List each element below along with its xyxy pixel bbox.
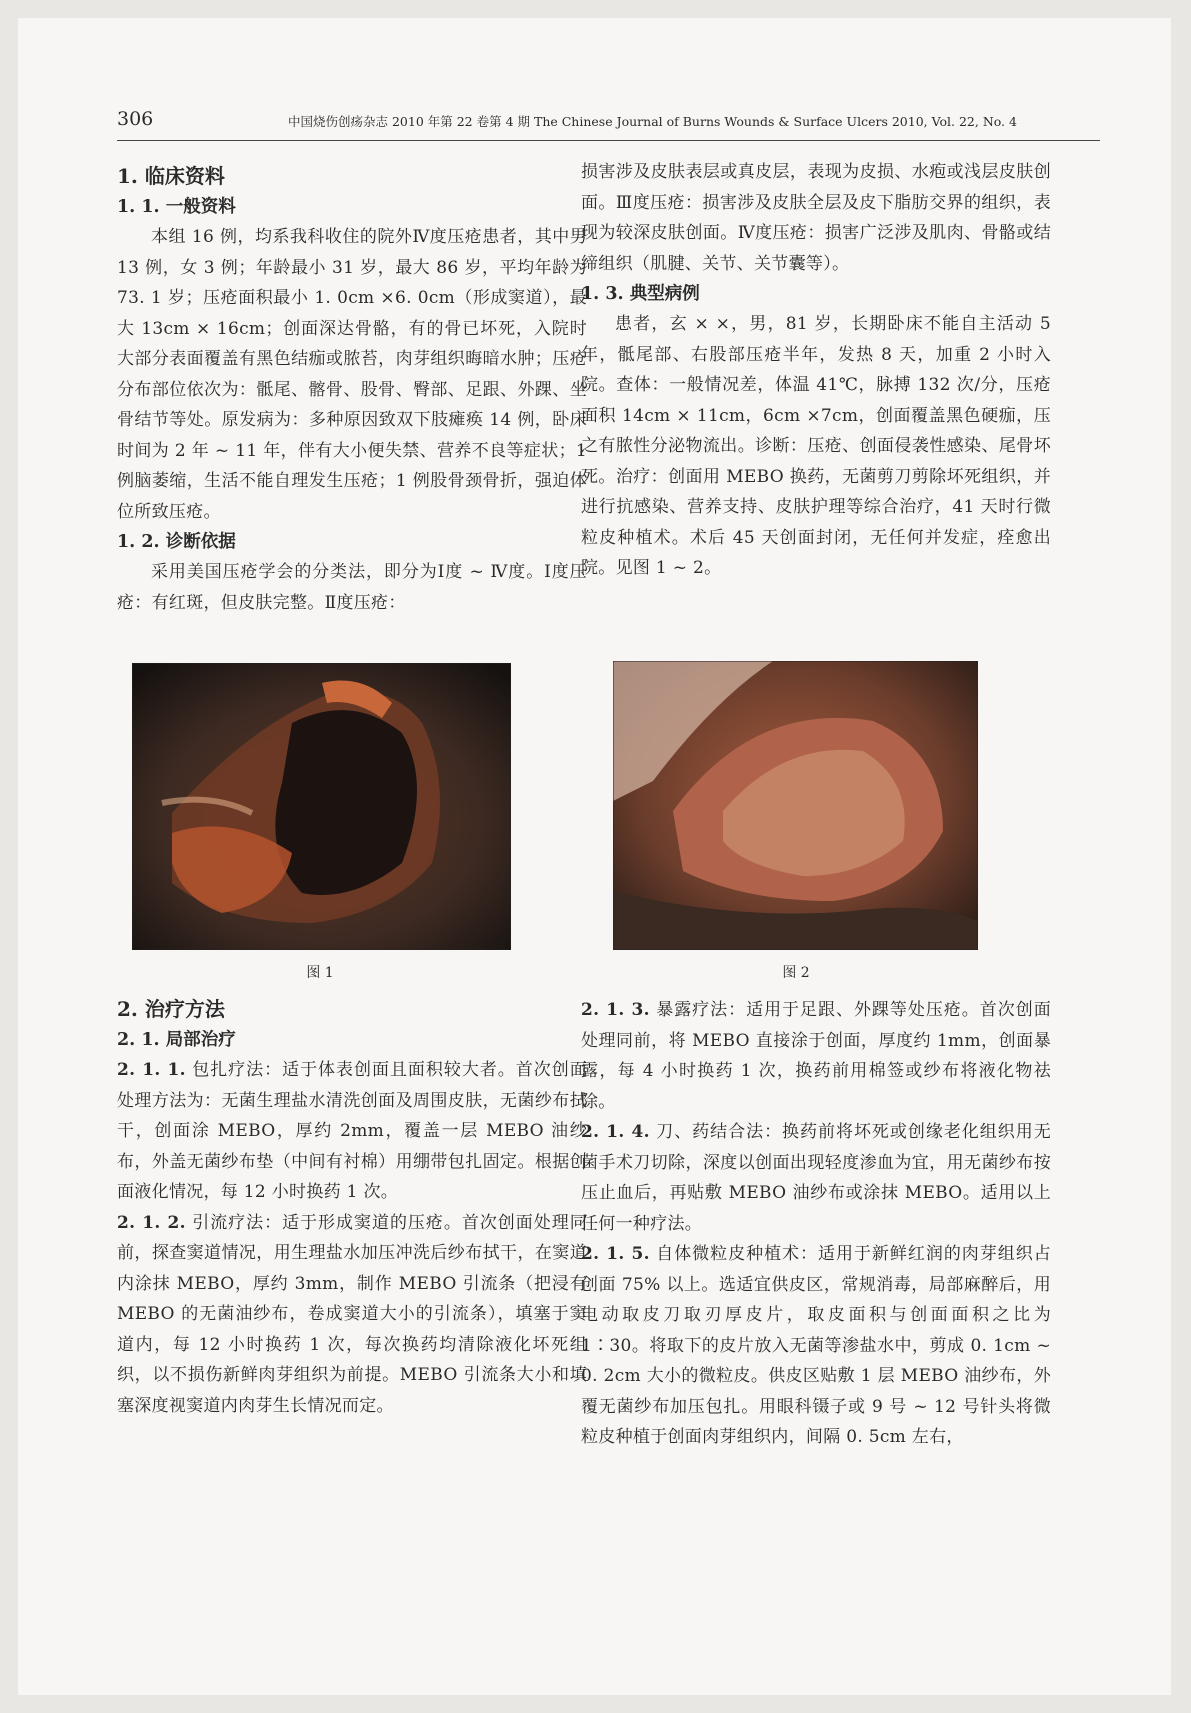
header-rule: [117, 140, 1100, 141]
right-column-bottom: [581, 995, 1051, 1453]
paragraph-2-1-1-body: 包扎疗法：适于体表创面且面积较大者。首次创面处理方法为：无菌生理盐水清洗创面及周围皮肤，无菌纱布拭干，创面涂 MEBO，厚约 2mm，覆盖一层 MEBO 油纱布，外盖无菌纱布垫（中间有衬棉）用绷带包扎固定。根据创面液化情况，每 12 小时换药 1 次。: [117, 1060, 587, 1202]
section-1-title: 1. 临床资料: [117, 164, 225, 188]
section-1-3-title: 1. 3. 典型病例: [581, 284, 700, 304]
wound-photo-before: [132, 663, 511, 950]
section-1-2-continued: 损害涉及皮肤表层或真皮层，表现为皮损、水疱或浅层皮肤创面。Ⅲ度压疮：损害涉及皮肤全层及皮下脂肪交界的组织，表现为较深皮肤创面。Ⅳ度压疮：损害广泛涉及肌肉、骨骼或结缔组织（肌腱、关节、关节囊等）。: [581, 162, 1051, 274]
figure-1-photo: [132, 663, 511, 950]
paragraph-2-1-2-label: 2. 1. 2.: [117, 1212, 186, 1233]
right-column-top: [581, 157, 1051, 584]
wound-photo-after: [613, 661, 978, 950]
paragraph-2-1-3: [581, 995, 1051, 1117]
section-1-2-title: 1. 2. 诊断依据: [117, 532, 236, 552]
page-header: [0, 108, 1191, 138]
section-1-2-body: 采用美国压疮学会的分类法，即分为Ⅰ度 ~ Ⅳ度。Ⅰ度压疮：有红斑，但皮肤完整。Ⅱ度压疮：: [117, 562, 587, 613]
paragraph-2-1-5-body: 自体微粒皮种植术：适用于新鲜红润的肉芽组织占创面 75% 以上。选适宜供皮区，常规消毒，局部麻醉后，用电动取皮刀取刃厚皮片，取皮面积与创面面积之比为 1∶30。将取下的皮片放入无菌等渗盐水中，剪成 0. 1cm ~ 0. 2cm 大小的微粒皮。供皮区贴敷 1 层 MEBO 油纱布，外覆无菌纱布加压包扎。用眼科镊子或 9 号 ~ 12 号针头将微粒皮种植于创面肉芽组织内，间隔 0. 5cm 左右，: [581, 1244, 1051, 1447]
section-1-1-title: 1. 1. 一般资料: [117, 197, 236, 217]
left-column-top: [117, 160, 587, 618]
figure-2-photo: [613, 661, 978, 950]
paragraph-2-1-1-label: 2. 1. 1.: [117, 1060, 186, 1080]
section-1-1-body: 本组 16 例，均系我科收住的院外Ⅳ度压疮患者，其中男 13 例，女 3 例；年龄最小 31 岁，最大 86 岁，平均年龄为 73. 1 岁；压疮面积最小 1. 0cm ×6. 0cm（形成窦道），最大 13cm × 16cm；创面深达骨骼，有的骨已坏死，入院时大部分表面覆盖有黑色结痂或脓苔，肉芽组织晦暗水肿；压疮分布部位依次为：骶尾、髂骨、股骨、臀部、足跟、外踝、坐骨结节等处。原发病为：多种原因致双下肢瘫痪 14 例，卧床时间为 2 年 ~ 11 年，伴有大小便失禁、营养不良等症状；1 例脑萎缩，生活不能自理发生压疮；1 例股骨颈骨折，强迫体位所致压疮。: [117, 227, 587, 522]
paragraph-2-1-4-label: 2. 1. 4.: [581, 1122, 650, 1142]
paragraph-2-1-5-label: 2. 1. 5.: [581, 1244, 650, 1264]
section-2-1-title: 2. 1. 局部治疗: [117, 1030, 236, 1050]
paragraph-2-1-2: [117, 1208, 587, 1422]
paragraph-2-1-5: [581, 1239, 1051, 1453]
paragraph-2-1-3-label: 2. 1. 3.: [581, 1000, 650, 1020]
paragraph-2-1-2-body: 引流疗法：适于形成窦道的压疮。首次创面处理同前，探查窦道情况，用生理盐水加压冲洗后纱布拭干，在窦道内涂抹 MEBO，厚约 3mm，制作 MEBO 引流条（把浸有 MEBO 的无菌油纱布，卷成窦道大小的引流条），填塞于窦道内，每 12 小时换药 1 次，每次换药均清除液化坏死组织，以不损伤新鲜肉芽组织为前提。MEBO 引流条大小和填塞深度视窦道内肉芽生长情况而定。: [117, 1212, 587, 1416]
figure-2-caption: 图 2: [782, 965, 810, 981]
figure-1-caption: 图 1: [306, 965, 334, 981]
section-2-title: 2. 治疗方法: [117, 997, 225, 1021]
paragraph-2-1-3-body: 暴露疗法：适用于足跟、外踝等处压疮。首次创面处理同前，将 MEBO 直接涂于创面，厚度约 1mm，创面暴露，每 4 小时换药 1 次，换药前用棉签或纱布将液化物祛除。: [581, 1000, 1051, 1112]
journal-running-title: 中国烧伤创疡杂志 2010 年第 22 卷第 4 期 The Chinese Journal of Burns Wounds & Surface Ulcers 2010, Vol. 22, No. 4: [288, 114, 1017, 129]
section-1-3-body: 患者，玄 × ×，男，81 岁，长期卧床不能自主活动 5 年，骶尾部、右股部压疮半年，发热 8 天，加重 2 小时入院。查体：一般情况差，体温 41℃，脉搏 132 次/分，压疮面积 14cm × 11cm，6cm ×7cm，创面覆盖黑色硬痂，压之有脓性分泌物流出。诊断：压疮、创面侵袭性感染、尾骨坏死。治疗：创面用 MEBO 换药，无菌剪刀剪除坏死组织，并进行抗感染、营养支持、皮肤护理等综合治疗，41 天时行微粒皮种植术。术后 45 天创面封闭，无任何并发症，痊愈出院。见图 1 ~ 2。: [581, 314, 1051, 578]
paragraph-2-1-4: [581, 1117, 1051, 1239]
paragraph-2-1-1: [117, 1055, 587, 1208]
left-column-bottom: [117, 993, 587, 1421]
page-number: 306: [117, 108, 154, 130]
paragraph-2-1-4-body: 刀、药结合法：换药前将坏死或创缘老化组织用无菌手术刀切除，深度以创面出现轻度渗血为宜，用无菌纱布按压止血后，再贴敷 MEBO 油纱布或涂抹 MEBO。适用以上任何一种疗法。: [581, 1122, 1051, 1234]
